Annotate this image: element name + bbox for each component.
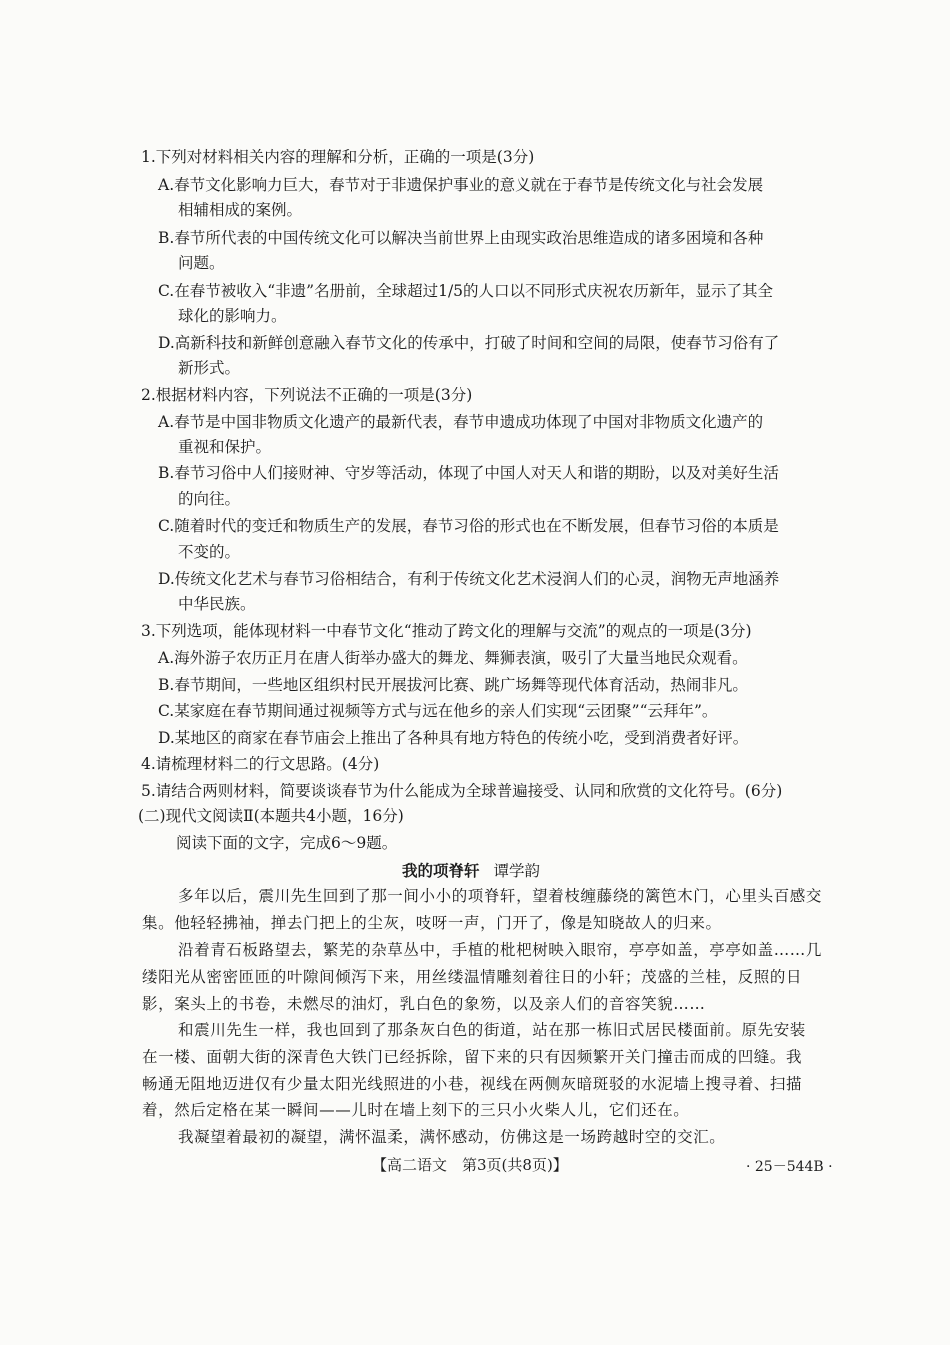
question-2-option-a: A.春节是中国非物质文化遗产的最新代表，春节申遗成功体现了中国对非物质文化遗产的 <box>158 413 764 431</box>
question-3-option-a: A.海外游子农历正月在唐人街举办盛大的舞龙、舞狮表演，吸引了大量当地民众观看。 <box>158 649 748 667</box>
article-line: 在一楼、面朝大街的深青色大铁门已经拆除，留下来的只有因频繁开关门撞击而成的凹缝。我 <box>142 1048 803 1066</box>
question-1-option-c-cont: 球化的影响力。 <box>178 307 287 325</box>
question-3-option-c: C.某家庭在春节期间通过视频等方式与远在他乡的亲人们实现“云团聚”“云拜年”。 <box>158 702 718 720</box>
question-2-option-b-cont: 的向往。 <box>178 490 241 508</box>
article-line: 沿着青石板路望去，繁芜的杂草丛中，手植的枇杷树映入眼帘，亭亭如盖，亭亭如盖……几 <box>178 941 823 959</box>
question-2-option-d: D.传统文化艺术与春节习俗相结合，有利于传统文化艺术浸润人们的心灵，润物无声地涵养 <box>158 570 780 588</box>
article-author: 谭学韵 <box>493 862 541 880</box>
question-2-option-a-cont: 重视和保护。 <box>178 438 272 456</box>
question-1-option-d-cont: 新形式。 <box>178 359 241 377</box>
question-1-option-c: C.在春节被收入“非遗”名册前，全球超过1/5的人口以不同形式庆祝农历新年，显示了其全 <box>158 282 774 300</box>
question-1-stem: 1.下列对材料相关内容的理解和分析，正确的一项是(3分) <box>141 148 535 166</box>
question-3-stem: 3.下列选项，能体现材料一中春节文化“推动了跨文化的理解与交流”的观点的一项是(3分) <box>141 622 752 640</box>
question-3-option-d: D.某地区的商家在春节庙会上推出了各种具有地方特色的传统小吃，受到消费者好评。 <box>158 729 749 747</box>
section-heading: (二)现代文阅读Ⅱ(本题共4小题，16分) <box>138 807 404 825</box>
question-2-stem: 2.根据材料内容，下列说法不正确的一项是(3分) <box>141 386 473 404</box>
article-line: 影，案头上的书卷，未燃尽的油灯，乳白色的象笏，以及亲人们的音容笑貌…… <box>142 995 706 1013</box>
question-4: 4.请梳理材料二的行文思路。(4分) <box>141 755 380 773</box>
article-line: 我凝望着最初的凝望，满怀温柔，满怀感动，仿佛这是一场跨越时空的交汇。 <box>178 1128 726 1146</box>
question-1-option-a: A.春节文化影响力巨大，春节对于非遗保护事业的意义就在于春节是传统文化与社会发展 <box>158 176 764 194</box>
question-2-option-c-cont: 不变的。 <box>178 543 241 561</box>
article-title-text: 我的项脊轩 <box>402 861 480 880</box>
question-5: 5.请结合两则材料，简要谈谈春节为什么能成为全球普遍接受、认同和欣赏的文化符号。(6分) <box>141 782 783 800</box>
section-instruction: 阅读下面的文字，完成6～9题。 <box>176 834 398 852</box>
article-line: 缕阳光从密密匝匝的叶隙间倾泻下来，用丝缕温情雕刻着往日的小轩；茂盛的兰桂，反照的日 <box>142 968 803 986</box>
article-line: 集。他轻轻拂袖，掸去门把上的尘灰，吱呀一声，门开了，像是知晓故人的归来。 <box>142 914 722 932</box>
question-2-option-c: C.随着时代的变迁和物质生产的发展，春节习俗的形式也在不断发展，但春节习俗的本质是 <box>158 517 779 535</box>
article-line: 和震川先生一样，我也回到了那条灰白色的街道，站在那一栋旧式居民楼面前。原先安装 <box>178 1021 806 1039</box>
article-line: 着，然后定格在某一瞬间——儿时在墙上刻下的三只小火柴人儿，它们还在。 <box>142 1101 690 1119</box>
exam-code: · 25－544B · <box>746 1159 833 1175</box>
question-1-option-a-cont: 相辅相成的案例。 <box>178 201 303 219</box>
page-footer: 【高二语文 第3页(共8页)】 <box>372 1156 568 1174</box>
question-2-option-b: B.春节习俗中人们接财神、守岁等活动，体现了中国人对天人和谐的期盼，以及对美好生活 <box>158 464 779 482</box>
article-line: 多年以后，震川先生回到了那一间小小的项脊轩，望着枝缠藤绕的篱笆木门，心里头百感交 <box>178 887 823 905</box>
question-3-option-b: B.春节期间，一些地区组织村民开展拔河比赛、跳广场舞等现代体育活动，热闹非凡。 <box>158 676 748 694</box>
article-title <box>402 861 540 881</box>
question-2-option-d-cont: 中华民族。 <box>178 595 256 613</box>
question-1-option-d: D.高新科技和新鲜创意融入春节文化的传承中，打破了时间和空间的局限，使春节习俗有了 <box>158 334 780 352</box>
question-1-option-b: B.春节所代表的中国传统文化可以解决当前世界上由现实政治思维造成的诸多困境和各种 <box>158 229 764 247</box>
article-line: 畅通无阻地迈进仅有少量太阳光线照进的小巷，视线在两侧灰暗斑驳的水泥墙上搜寻着、扫描 <box>142 1075 803 1093</box>
question-1-option-b-cont: 问题。 <box>178 254 225 272</box>
